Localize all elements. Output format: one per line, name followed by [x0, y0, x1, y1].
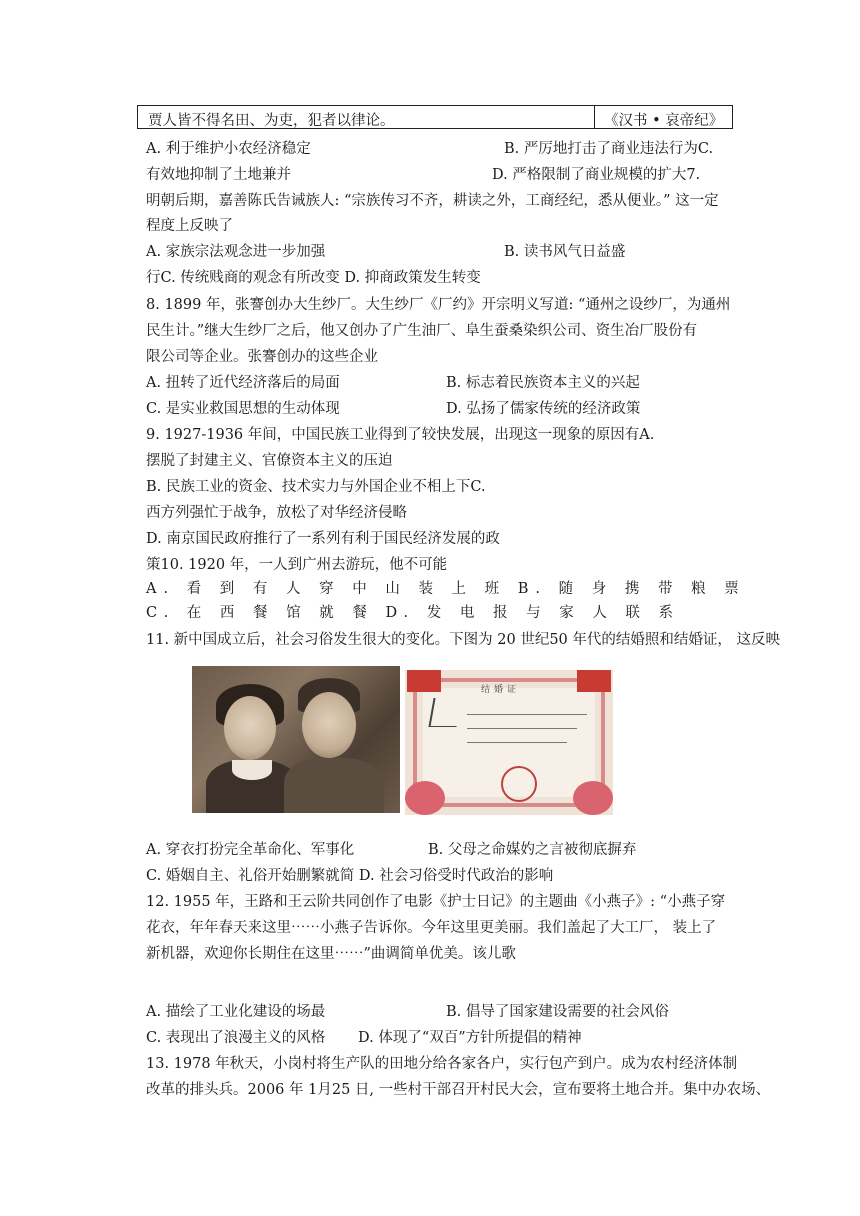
- q6-option-d: D. 严格限制了商业规模的扩大7.: [492, 167, 701, 183]
- q12-stem-cont2: 新机器，欢迎你长期住在这里⋯⋯”曲调简单优美。该儿歌: [146, 946, 516, 962]
- q12-option-c: C. 表现出了浪漫主义的风格: [146, 1030, 326, 1046]
- q6-option-c: 有效地抑制了土地兼并: [146, 167, 291, 183]
- q6-option-a: A. 利于维护小农经济稳定: [146, 141, 311, 157]
- q13-stem: 13. 1978 年秋天，小岗村将生产队的田地分给各家各户，实行包产到户。成为农村经济体制: [146, 1056, 738, 1072]
- q7-stem-cont: 程度上反映了: [146, 218, 233, 234]
- q13-stem-cont: 改革的排头兵。2006 年 1月25 日, 一些村干部召开村民大会，宣布要将土地合并。集中办农场、: [146, 1082, 771, 1098]
- q7-stem: 明朝后期，嘉善陈氏告诫族人: “宗族传习不齐，耕读之外，工商经纪，悉从便业。” 这一定: [146, 193, 719, 209]
- q9-option-a: 摆脱了封建主义、官僚资本主义的压迫: [146, 453, 393, 469]
- marriage-certificate-image: [405, 670, 613, 815]
- q8-option-d: D. 弘扬了儒家传统的经济政策: [446, 401, 641, 417]
- q7-option-a: A. 家族宗法观念进一步加强: [146, 244, 326, 260]
- q12-stem: 12. 1955 年，王路和王云阶共同创作了电影《护士日记》的主题曲《小燕子》: “小燕子穿: [146, 894, 726, 910]
- q9-option-d: D. 南京国民政府推行了一系列有利于国民经济发展的政: [146, 531, 500, 547]
- q10-options-ab: A. 看 到 有 人 穿 中 山 装 上 班 B. 随 身 携 带 粮 票: [146, 581, 746, 597]
- q9-stem: 9. 1927-1936 年间，中国民族工业得到了较快发展，出现这一现象的原因有A.: [146, 427, 655, 443]
- q8-option-c: C. 是实业救国思想的生动体现: [146, 401, 340, 417]
- q7-option-b: B. 读书风气日益盛: [504, 244, 626, 260]
- q10-stem: 策10. 1920 年，一人到广州去游玩，他不可能: [146, 557, 448, 573]
- q12-stem-cont: 花衣，年年春天来这里⋯⋯小燕子告诉你。今年这里更美丽。我们盖起了大工厂， 装上了: [146, 920, 717, 936]
- q11-option-cd: C. 婚姻自主、礼俗开始删繁就简 D. 社会习俗受时代政治的影响: [146, 868, 554, 884]
- q9-option-c: 西方列强忙于战争，放松了对华经济侵略: [146, 505, 407, 521]
- q8-stem: 8. 1899 年，张謇创办大生纱厂。大生纱厂《厂约》开宗明义写道: “通州之设纱厂，为通州: [146, 297, 731, 313]
- quote-text: 贾人皆不得名田、为吏，犯者以律论。: [148, 113, 395, 129]
- q12-option-a: A. 描绘了工业化建设的场最: [146, 1004, 326, 1020]
- table-divider: [594, 106, 595, 128]
- q7-option-cd: 行C. 传统贱商的观念有所改变 D. 抑商政策发生转变: [146, 270, 481, 286]
- q10-options-cd: C. 在 西 餐 馆 就 餐 D. 发 电 报 与 家 人 联 系: [146, 605, 681, 621]
- q8-option-a: A. 扭转了近代经济落后的局面: [146, 375, 340, 391]
- q8-option-b: B. 标志着民族资本主义的兴起: [446, 375, 640, 391]
- q12-option-b: B. 倡导了国家建设需要的社会风俗: [446, 1004, 669, 1020]
- q8-stem-cont: 民生计。”继大生纱厂之后，他又创办了广生油厂、阜生蚕桑染织公司、资生冶厂股份有: [146, 323, 698, 339]
- quote-source: 《汉书 • 哀帝纪》: [604, 113, 724, 129]
- q9-option-b: B. 民族工业的资金、技术实力与外国企业不相上下C.: [146, 479, 486, 495]
- q6-option-b: B. 严厉地打击了商业违法行为C.: [504, 141, 714, 157]
- quote-table: [137, 105, 733, 129]
- q8-stem-cont2: 限公司等企业。张謇创办的这些企业: [146, 349, 378, 365]
- certificate-title: 结婚证: [481, 685, 521, 695]
- wedding-photo: [192, 666, 400, 813]
- q11-option-a: A. 穿衣打扮完全革命化、军事化: [146, 842, 355, 858]
- q11-option-b: B. 父母之命媒妁之言被彻底摒弃: [428, 842, 637, 858]
- q11-stem: 11. 新中国成立后，社会习俗发生很大的变化。下图为 20 世纪50 年代的结婚照和结婚证， 这反映: [146, 632, 781, 648]
- q12-option-d: D. 体现了“双百”方针所提倡的精神: [358, 1030, 582, 1046]
